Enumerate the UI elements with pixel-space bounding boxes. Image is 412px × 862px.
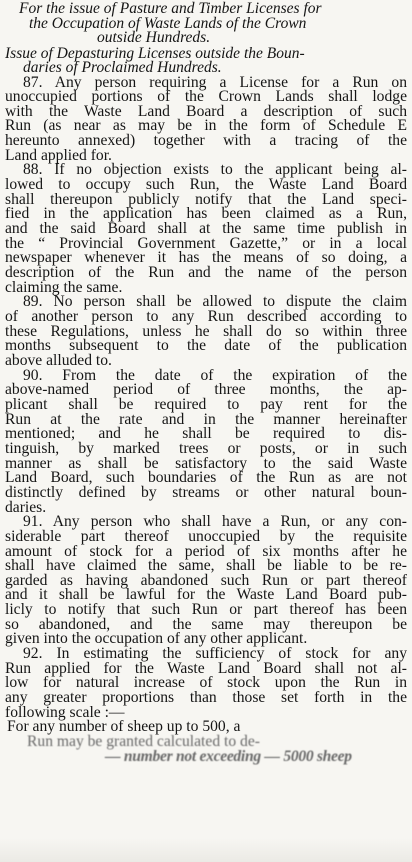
heading-line: For the issue of Pasture and Timber Licenses for bbox=[19, 0, 322, 17]
text-line: Run may be granted calculated to de- bbox=[27, 733, 260, 751]
text-line: For any number of sheep up to 500, a bbox=[7, 718, 241, 736]
text-line: low for natural increase of stock upon the Run in bbox=[5, 674, 407, 692]
text-line: shall thereupon publicly notify that the Land speci- bbox=[5, 190, 407, 208]
text-line: 89. No person shall be allowed to dispute the claim bbox=[23, 293, 407, 311]
text-line: these Regulations, unless he shall do so within three bbox=[5, 322, 407, 340]
text-line: following scale :— bbox=[5, 703, 125, 721]
text-line: fied in the application has been claimed as a Run, bbox=[5, 205, 407, 223]
regulation-87 bbox=[5, 73, 407, 164]
text-line: 91. Any person who shall have a Run, or any con- bbox=[23, 513, 407, 531]
text-line: mentioned; and he shall be required to dis- bbox=[5, 425, 407, 443]
text-line: so abandoned, and the same may thereupon be bbox=[5, 615, 407, 633]
regulation-92 bbox=[5, 647, 407, 720]
text-line: Land Board, such boundaries of the Run as are not bbox=[5, 469, 407, 487]
heading-line: Issue of Depasturing Licenses outside the Boun- bbox=[5, 44, 305, 62]
stock-scale bbox=[5, 720, 407, 764]
text-line: unoccupied portions of the Crown Lands shall lodge bbox=[5, 88, 407, 106]
regulation-89 bbox=[5, 295, 407, 368]
section-heading-depasturing-licenses bbox=[5, 44, 407, 76]
text-line: with the Waste Land Board a description of such bbox=[5, 102, 407, 120]
heading-line: outside Hundreds. bbox=[97, 29, 211, 46]
text-line: tinguish, by marked trees or posts, or in such bbox=[5, 439, 407, 457]
text-line: lowed to occupy such Run, the Waste Land Board bbox=[5, 176, 407, 194]
text-line: and the said Board shall at the same time publish in bbox=[5, 220, 407, 238]
text-line: above-named period of three months, the ap- bbox=[5, 381, 407, 399]
text-line: daries. bbox=[5, 498, 47, 516]
text-line: description of the Run and the name of the person bbox=[5, 264, 407, 282]
text-line: licly to notify that such Run or part thereof has been bbox=[5, 601, 407, 619]
text-line: shall have claimed the same, shall be liable to be re- bbox=[5, 557, 407, 575]
text-line: 92. In estimating the sufficiency of stock for any bbox=[23, 645, 407, 663]
text-line: Run at the rate and in the manner hereinafter bbox=[5, 410, 407, 428]
regulation-88 bbox=[5, 163, 407, 295]
text-line: Land applied for. bbox=[5, 146, 112, 164]
text-line: newspaper whenever it has the means of so doing, a bbox=[5, 249, 407, 267]
text-line: months subsequent to the date of the publication bbox=[5, 337, 407, 355]
heading-line: daries of Proclaimed Hundreds. bbox=[23, 59, 222, 76]
text-line: claiming the same. bbox=[5, 278, 123, 296]
text-line: and it shall be lawful for the Waste Land Board pub- bbox=[5, 586, 407, 604]
text-line: 88. If no objection exists to the applicant being al- bbox=[23, 161, 407, 179]
heading-line: the Occupation of Waste Lands of the Crown bbox=[29, 14, 307, 32]
text-line: plicant shall be required to pay rent for the bbox=[5, 395, 407, 413]
section-heading-pasture-timber-licenses bbox=[5, 2, 407, 46]
text-line: the “ Provincial Government Gazette,” or in a local bbox=[5, 234, 407, 252]
text-line: given into the occupation of any other applicant. bbox=[5, 630, 308, 648]
text-line: distinctly defined by streams or other natural boun- bbox=[5, 483, 407, 501]
text-line: above alluded to. bbox=[5, 351, 112, 369]
text-line: hereunto annexed) together with a tracing of the bbox=[5, 132, 407, 150]
text-line: Run applied for the Waste Land Board shall not al- bbox=[5, 659, 407, 677]
text-line: 87. Any person requiring a License for a Run on bbox=[23, 73, 407, 91]
text-line: garded as having abandoned such Run or part thereof bbox=[5, 571, 407, 589]
text-line: of another person to any Run described according to bbox=[5, 308, 407, 325]
text-line: Run (as near as may be in the form of Schedule E bbox=[5, 117, 407, 135]
text-line: 90. From the date of the expiration of the bbox=[23, 366, 407, 384]
text-line: amount of stock for a period of six months after he bbox=[5, 542, 407, 560]
text-line: — number not exceeding — 5000 sheep bbox=[105, 747, 352, 765]
text-line: manner as shall be satisfactory to the said Waste bbox=[5, 454, 407, 472]
text-line: any greater proportions than those set forth in the bbox=[5, 689, 407, 707]
text-line: siderable part thereof unoccupied by the requisite bbox=[5, 527, 407, 545]
regulation-91 bbox=[5, 515, 407, 647]
regulation-90 bbox=[5, 366, 407, 516]
